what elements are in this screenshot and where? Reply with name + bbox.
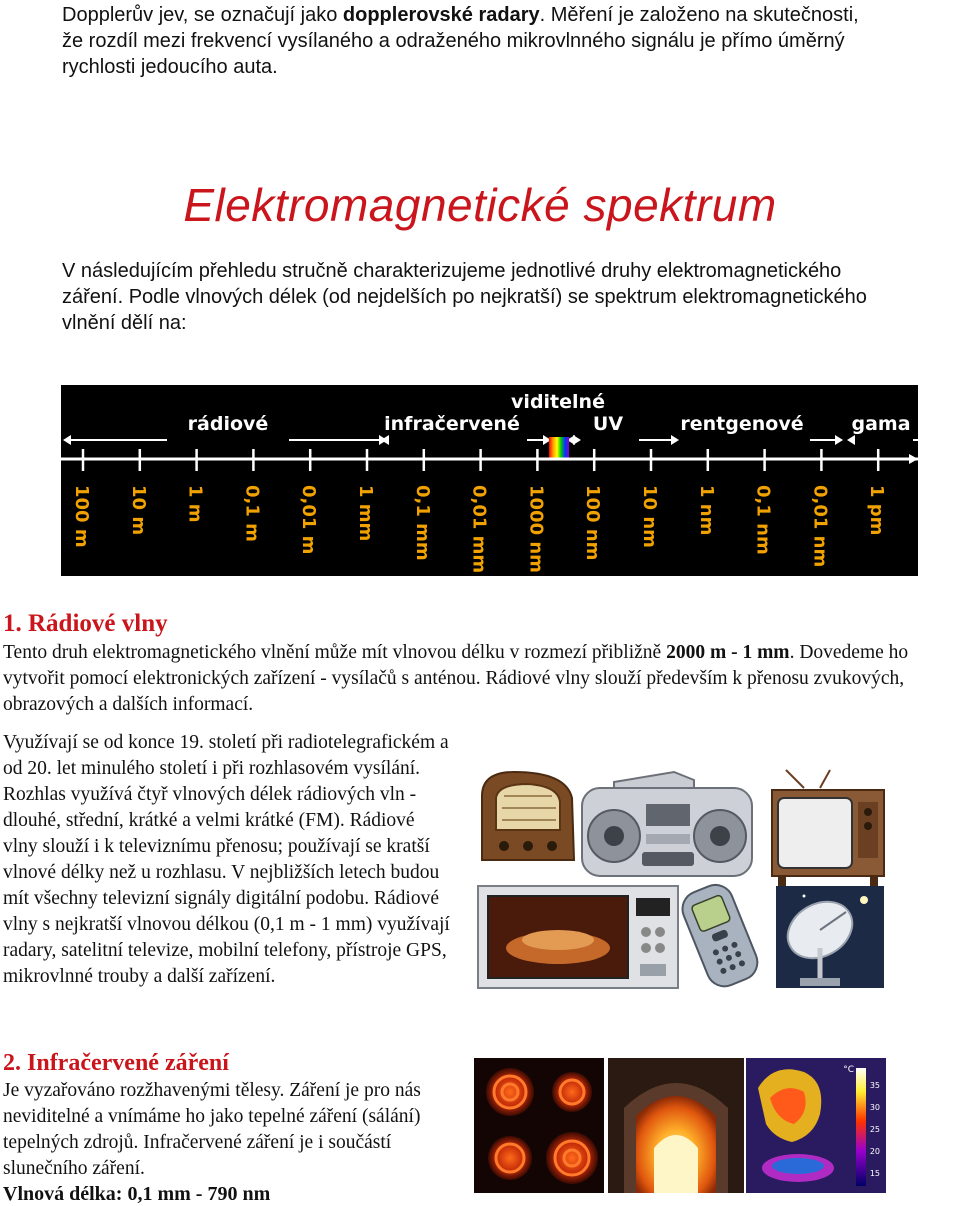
infrared-paragraph: Je vyzařováno rozžhavenými tělesy. Záření je pro nás neviditelné a vnímáme ho jako tepelné záření (sálání) tepelných zdrojů. Infračervené záření je i součástí slunečního záření. [3, 1080, 421, 1179]
thermal-color-scale [856, 1068, 866, 1186]
band-label-gamma: gama [851, 413, 911, 435]
thermal-scale-label: 20 [869, 1147, 880, 1156]
radio-devices-image [474, 768, 886, 990]
band-arrowhead [381, 435, 389, 445]
spectrum-ticks [71, 449, 887, 573]
thermal-scale-label: 35 [869, 1081, 880, 1090]
spectrum-tick-label: 0,1 m [241, 485, 263, 542]
spectrum-tick-label: 100 m [71, 485, 92, 548]
infrared-image [474, 1058, 886, 1193]
spectrum-svg [61, 385, 918, 576]
band-label-visible: viditelné [511, 391, 605, 413]
spectrum-tick-label: 100 nm [582, 485, 604, 561]
band-arrowhead [835, 435, 843, 445]
intro-text-after: . Měření je založeno na skutečnosti, že rozdíl mezi frekvencí vysílaného a odraženého mikrovlnného signálu je přímo úměrný rychlosti jedoucího auta. [62, 4, 859, 78]
band-label-radio: rádiové [187, 413, 269, 435]
band-label-infrared: infračervené [384, 413, 520, 435]
spectrum-tick-label: 1000 nm [525, 485, 547, 573]
thermal-unit-label: °C [843, 1065, 854, 1075]
spectrum-tick-label: 1 m [184, 485, 206, 523]
spectrum-figure [61, 385, 918, 576]
spectrum-tick-label: 10 nm [639, 485, 660, 548]
section-heading-radio: 1. Rádiové vlny [3, 610, 168, 637]
band-arrowhead [671, 435, 679, 445]
section-heading-infrared: 2. Infračervené záření [3, 1050, 229, 1076]
microwave-icon [478, 886, 678, 988]
infrared-collage [474, 1058, 886, 1193]
radio-p1-after: . Dovedeme ho vytvořit pomocí elektronických zařízení - vysílačů s anténou. Rádiové vlny slouží především k přenosu zvukových, obrazových a dalších informací. [3, 642, 909, 715]
radio-devices-collage [474, 768, 886, 990]
thermal-scale-label: 15 [869, 1169, 880, 1178]
band-arrowhead [63, 435, 71, 445]
band-arrowhead [573, 435, 581, 445]
radio-p1-bold: 2000 m - 1 mm [666, 642, 790, 663]
radio-paragraph-1 [3, 640, 958, 718]
thermal-camera-icon [746, 1058, 886, 1193]
spectrum-tick-label: 0,01 nm [809, 485, 831, 568]
spectrum-tick-label: 0,01 mm [468, 485, 490, 574]
spectrum-tick-label: 0,1 nm [752, 485, 774, 555]
vintage-radio-icon [482, 772, 574, 860]
hot-plate-icon [474, 1058, 604, 1193]
spectrum-tick-label: 1 nm [695, 485, 717, 536]
radio-p1-text: Tento druh elektromagnetického vlnění může mít vlnovou délku v rozmezí přibližně [3, 642, 667, 663]
spectrum-tick-label: 1 mm [355, 485, 376, 542]
intro-paragraph [62, 2, 882, 80]
spectrum-axis-arrowhead [909, 454, 918, 464]
band-arrowhead [847, 435, 855, 445]
spectrum-tick-label: 0,1 mm [411, 485, 433, 561]
intro-text-before: Dopplerův jev, se označují jako [62, 4, 343, 26]
satellite-dish-icon [776, 886, 884, 988]
infrared-wavelength: Vlnová délka: 0,1 mm - 790 nm [3, 1183, 271, 1205]
spectrum-tick-label: 10 m [127, 485, 149, 536]
lead-paragraph: V následujícím přehledu stručně charakterizujeme jednotlivé druhy elektromagnetického záření. Podle vlnových délek (od nejdelších po nejkratší) se spektrum elektromagnetického vlnění dělí na: [62, 260, 867, 334]
visible-light-strip [549, 437, 569, 459]
spectrum-tick-label: 1 pm [866, 485, 888, 536]
intro-bold-term: dopplerovské radary [342, 4, 540, 26]
page-title: Elektromagnetické spektrum [183, 179, 777, 231]
radio-paragraph-2: Využívají se od konce 19. století při radiotelegrafickém a od 20. let minulého století i při rozhlasovém vysílání. Rozhlas využívá čtyř vlnových délek rádiových vln - dlouhé, střední, krátké a velmi krátké (FM). Rádiové vlny slouží i k televiznímu přenosu; používají se kratší vlnové délky než u rozhlasu. V nejbližších letech budou mít všechny televizní signály digitální podobu. Rádiové vlny s nejkratší vlnovou délkou (0,1 m - 1 mm) využívají radary, satelitní televize, mobilní telefony, přístroje GPS, mikrovlnné trouby a další zařízení. [3, 732, 450, 987]
spectrum-tick-label: 0,01 m [298, 485, 320, 555]
heater-icon [608, 1058, 744, 1193]
thermal-scale-label: 25 [869, 1125, 880, 1134]
band-label-xray: rentgenové [680, 413, 804, 435]
thermal-scale-label: 30 [869, 1103, 880, 1112]
band-label-uv: UV [592, 413, 624, 435]
boombox-icon [582, 772, 752, 876]
